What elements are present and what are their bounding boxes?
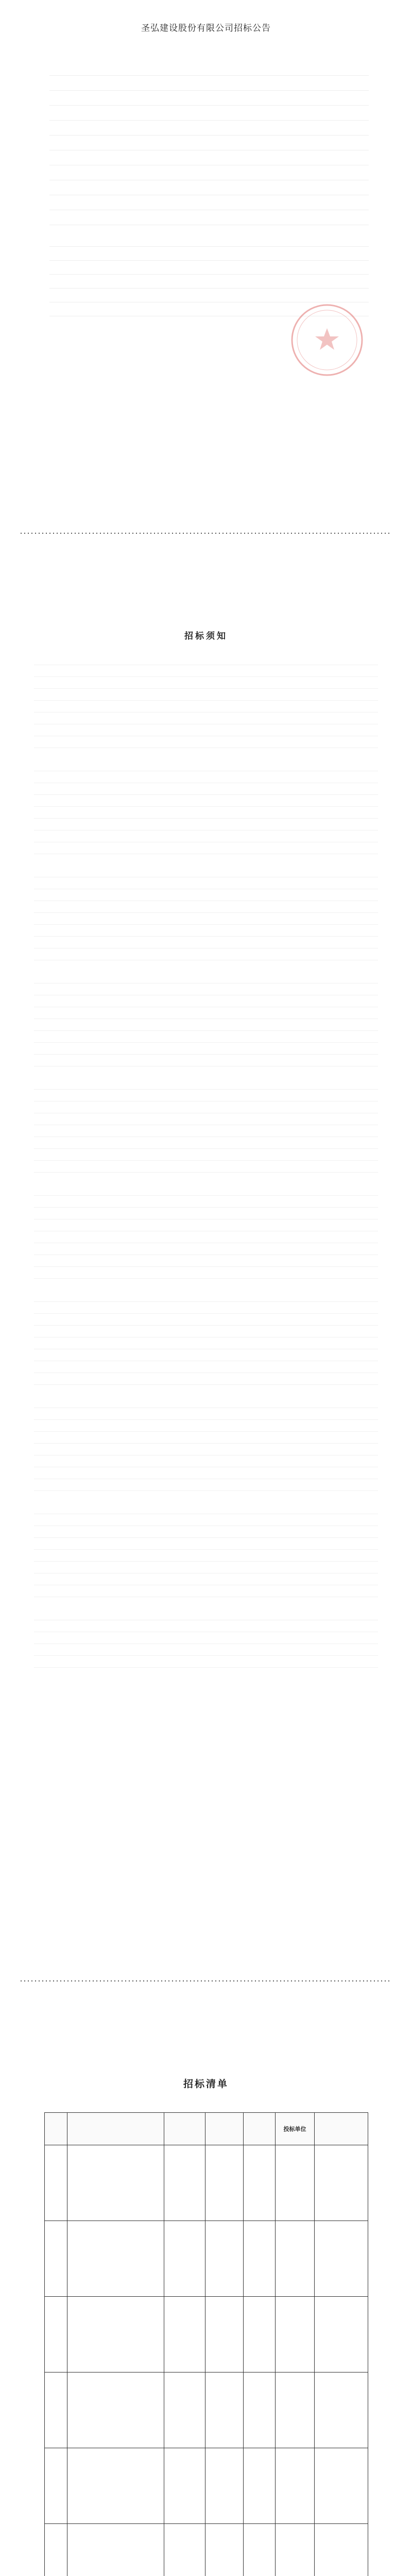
instruction-paragraph — [34, 783, 378, 795]
table-cell — [67, 2297, 164, 2372]
table-cell — [45, 2297, 67, 2372]
table-cell — [276, 2524, 315, 2576]
notice-paragraph — [49, 106, 369, 121]
table-cell — [45, 2221, 67, 2297]
instruction-paragraph — [34, 1479, 378, 1491]
instruction-paragraph — [34, 1149, 378, 1161]
instruction-paragraph — [34, 1066, 378, 1078]
table-cell — [45, 2524, 67, 2576]
bid-table-body — [45, 2145, 368, 2576]
dotted-separator — [21, 1978, 391, 1984]
instruction-paragraph — [34, 1078, 378, 1090]
instruction-paragraph — [34, 819, 378, 831]
table-cell — [67, 2448, 164, 2524]
header-cell — [205, 2113, 244, 2145]
instructions-title: 招标须知 — [184, 631, 228, 641]
notice-paragraph — [49, 121, 369, 135]
instruction-paragraph — [34, 1173, 378, 1184]
instruction-paragraph — [34, 1597, 378, 1608]
table-cell — [205, 2524, 244, 2576]
instruction-paragraph — [34, 1420, 378, 1432]
table-cell — [205, 2145, 244, 2221]
instruction-paragraph — [34, 1101, 378, 1113]
instruction-paragraph — [34, 1055, 378, 1066]
table-cell — [67, 2145, 164, 2221]
instruction-paragraph — [34, 1196, 378, 1208]
instruction-paragraph — [34, 1302, 378, 1314]
instruction-paragraph — [34, 960, 378, 972]
table-cell — [244, 2297, 276, 2372]
instruction-paragraph — [34, 795, 378, 807]
notice-info-line — [49, 247, 369, 261]
table-cell — [315, 2372, 368, 2448]
instruction-paragraph — [34, 1467, 378, 1479]
table-cell — [276, 2448, 315, 2524]
bid-table-wrapper — [44, 2112, 368, 2576]
instruction-paragraph — [34, 854, 378, 866]
bid-list-section — [0, 2076, 412, 2576]
instruction-paragraph — [34, 913, 378, 925]
header-cell — [45, 2113, 67, 2145]
table-row — [45, 2145, 368, 2221]
instruction-paragraph — [34, 736, 378, 748]
instruction-paragraph — [34, 1314, 378, 1326]
table-cell — [244, 2524, 276, 2576]
table-cell — [205, 2448, 244, 2524]
instruction-paragraph — [34, 1361, 378, 1373]
notice-signature-date — [288, 343, 366, 353]
instruction-paragraph — [34, 771, 378, 783]
instruction-paragraph — [34, 1562, 378, 1573]
instruction-paragraph — [34, 1491, 378, 1502]
table-cell — [315, 2297, 368, 2372]
notice-info-line — [49, 275, 369, 289]
instruction-paragraph — [34, 937, 378, 948]
table-row — [45, 2448, 368, 2524]
table-cell — [164, 2145, 205, 2221]
instruction-paragraph — [34, 653, 378, 665]
table-cell — [276, 2221, 315, 2297]
table-row — [45, 2297, 368, 2372]
notice-signature-company — [288, 332, 366, 343]
instruction-paragraph — [34, 1125, 378, 1137]
header-cell — [164, 2113, 205, 2145]
instruction-paragraph — [34, 713, 378, 724]
instruction-paragraph — [34, 677, 378, 689]
header-cell — [67, 2113, 164, 2145]
notice-signature — [288, 332, 366, 353]
instruction-paragraph — [34, 701, 378, 713]
instruction-paragraph — [34, 1208, 378, 1219]
table-cell — [164, 2297, 205, 2372]
instruction-paragraph — [34, 1113, 378, 1125]
instructions-body — [34, 653, 378, 1668]
instruction-paragraph — [34, 1243, 378, 1255]
instruction-paragraph — [34, 1620, 378, 1632]
table-cell — [244, 2145, 276, 2221]
table-cell — [315, 2524, 368, 2576]
header-cell — [244, 2113, 276, 2145]
dotted-separator — [21, 531, 391, 536]
table-row — [45, 2372, 368, 2448]
notice-paragraph — [49, 76, 369, 91]
table-cell — [315, 2221, 368, 2297]
table-cell — [67, 2524, 164, 2576]
instruction-paragraph — [34, 972, 378, 984]
table-cell — [315, 2145, 368, 2221]
instruction-paragraph — [34, 1267, 378, 1279]
instruction-paragraph — [34, 1385, 378, 1396]
instruction-paragraph — [34, 724, 378, 736]
header-cell — [315, 2113, 368, 2145]
instruction-paragraph — [34, 1632, 378, 1644]
instruction-paragraph — [34, 1337, 378, 1349]
table-cell — [315, 2448, 368, 2524]
notice-paragraph — [49, 91, 369, 106]
notice-info-line — [49, 233, 369, 247]
instruction-paragraph — [34, 1538, 378, 1550]
instruction-paragraph — [34, 1184, 378, 1196]
table-cell — [164, 2221, 205, 2297]
instruction-paragraph — [34, 748, 378, 759]
instruction-paragraph — [34, 1550, 378, 1562]
notice-paragraph — [49, 135, 369, 150]
instruction-paragraph — [34, 1656, 378, 1668]
instruction-paragraph — [34, 1373, 378, 1385]
bid-list-title: 招标清单 — [183, 2078, 229, 2090]
instruction-paragraph — [34, 1090, 378, 1101]
notice-paragraph — [49, 195, 369, 210]
instruction-paragraph — [34, 984, 378, 995]
table-cell — [45, 2448, 67, 2524]
instruction-paragraph — [34, 1043, 378, 1055]
instruction-paragraph — [34, 1161, 378, 1173]
notice-paragraph — [49, 180, 369, 195]
table-cell — [67, 2372, 164, 2448]
instruction-paragraph — [34, 1408, 378, 1420]
instruction-paragraph — [34, 925, 378, 937]
table-row — [45, 2221, 368, 2297]
notice-section — [0, 0, 412, 531]
instruction-paragraph — [34, 1031, 378, 1043]
instruction-paragraph — [34, 1290, 378, 1302]
instruction-paragraph — [34, 1019, 378, 1031]
notice-title: 圣弘建设股份有限公司招标公告 — [141, 23, 271, 33]
table-row — [45, 2524, 368, 2576]
instruction-paragraph — [34, 877, 378, 889]
bid-table-header-row — [45, 2113, 368, 2145]
table-cell — [276, 2297, 315, 2372]
bid-table — [44, 2112, 368, 2576]
table-cell — [164, 2372, 205, 2448]
instruction-paragraph — [34, 948, 378, 960]
instruction-paragraph — [34, 807, 378, 819]
instruction-paragraph — [34, 901, 378, 913]
notice-paragraph — [49, 150, 369, 165]
instruction-paragraph — [34, 1502, 378, 1514]
instruction-paragraph — [34, 1455, 378, 1467]
instruction-paragraph — [34, 1255, 378, 1267]
instruction-paragraph — [34, 1279, 378, 1290]
instruction-paragraph — [34, 665, 378, 677]
instruction-paragraph — [34, 866, 378, 877]
instruction-paragraph — [34, 889, 378, 901]
table-cell — [205, 2372, 244, 2448]
instruction-paragraph — [34, 759, 378, 771]
table-cell — [276, 2145, 315, 2221]
instructions-section — [0, 629, 412, 1736]
instruction-paragraph — [34, 1326, 378, 1337]
table-cell — [164, 2524, 205, 2576]
instruction-paragraph — [34, 1644, 378, 1656]
instruction-paragraph — [34, 1526, 378, 1538]
table-cell — [244, 2372, 276, 2448]
table-cell — [164, 2448, 205, 2524]
instruction-paragraph — [34, 831, 378, 842]
instruction-paragraph — [34, 1444, 378, 1455]
header-cell: 投标单位 — [276, 2113, 315, 2145]
instruction-paragraph — [34, 842, 378, 854]
table-cell — [45, 2145, 67, 2221]
instruction-paragraph — [34, 1007, 378, 1019]
instruction-paragraph — [34, 689, 378, 701]
instruction-paragraph — [34, 1514, 378, 1526]
table-cell — [244, 2221, 276, 2297]
instruction-paragraph — [34, 995, 378, 1007]
instruction-paragraph — [34, 1608, 378, 1620]
instruction-paragraph — [34, 1396, 378, 1408]
instruction-paragraph — [34, 1432, 378, 1444]
notice-info-line — [49, 261, 369, 275]
notice-body — [49, 61, 369, 225]
table-cell — [276, 2372, 315, 2448]
instruction-paragraph — [34, 1585, 378, 1597]
table-cell — [205, 2297, 244, 2372]
table-cell — [45, 2372, 67, 2448]
notice-paragraph — [49, 61, 369, 76]
table-cell — [205, 2221, 244, 2297]
notice-paragraph — [49, 210, 369, 225]
notice-info-line — [49, 289, 369, 302]
instruction-paragraph — [34, 1137, 378, 1149]
instruction-paragraph — [34, 1219, 378, 1231]
notice-paragraph — [49, 165, 369, 180]
table-cell — [244, 2448, 276, 2524]
instruction-paragraph — [34, 1349, 378, 1361]
instruction-paragraph — [34, 1231, 378, 1243]
table-cell — [67, 2221, 164, 2297]
instruction-paragraph — [34, 1573, 378, 1585]
